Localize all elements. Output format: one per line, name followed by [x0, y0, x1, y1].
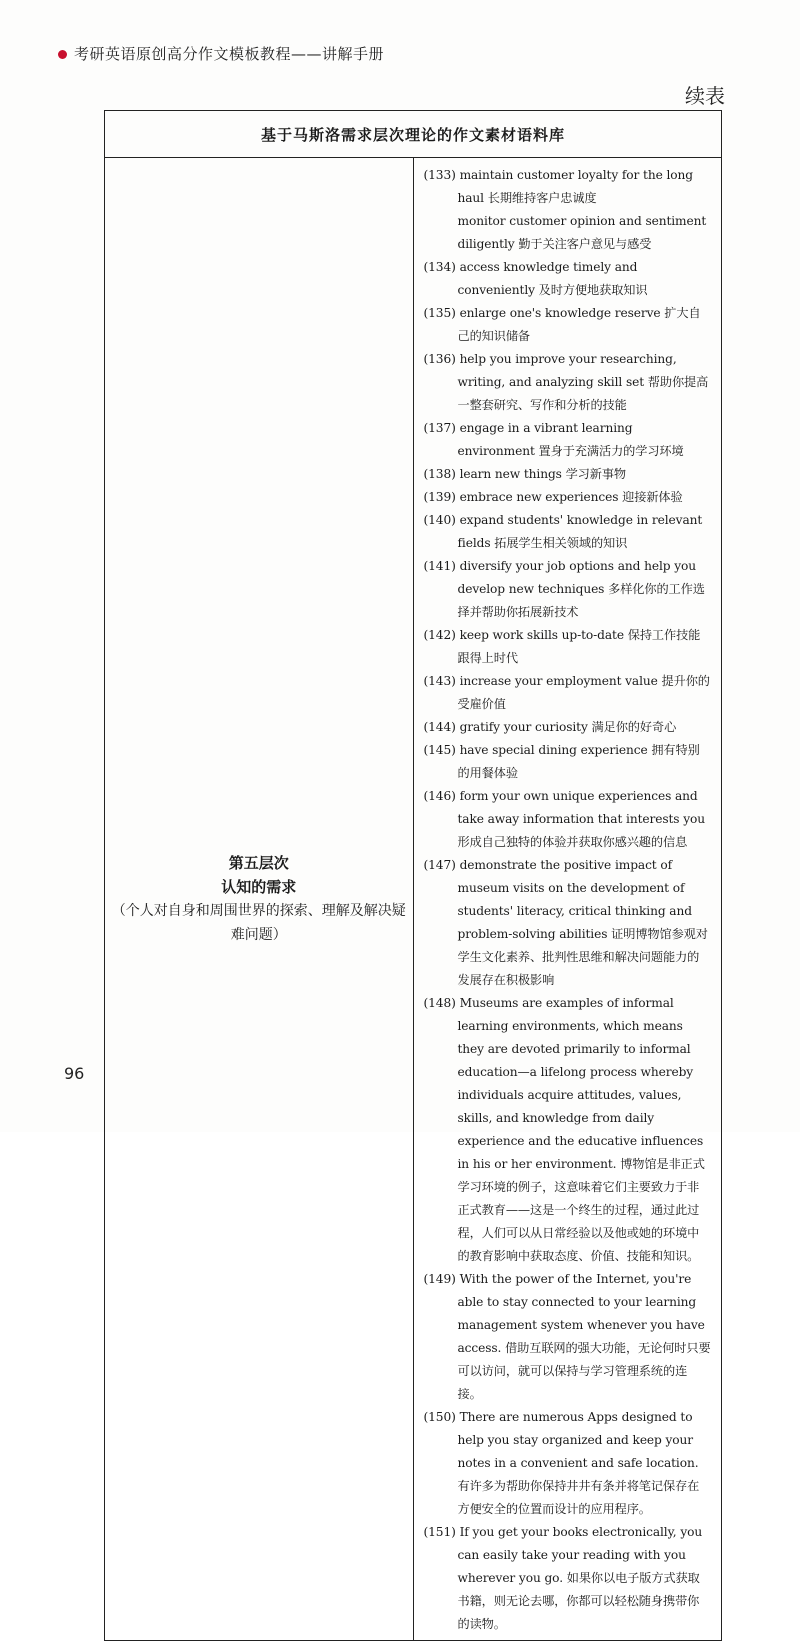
entry-number: (144)	[423, 720, 456, 734]
entry-number: (151)	[423, 1525, 456, 1539]
category-note: （个人对自身和周围世界的探索、理解及解决疑难问题）	[111, 903, 406, 943]
entry-number: (140)	[423, 513, 456, 527]
entry-text: diversify your job options and help you develop new techniques 多样化你的工作选择并帮助你拓展新技术	[457, 559, 705, 619]
list-item	[424, 854, 712, 992]
entry-number: (138)	[423, 467, 456, 481]
table-caption: 基于马斯洛需求层次理论的作文素材语料库	[105, 111, 722, 158]
category-cell	[105, 158, 414, 1641]
entry-number: (148)	[423, 996, 456, 1010]
continued-label: 续表	[685, 84, 725, 108]
list-item	[424, 785, 712, 854]
entry-number: (139)	[423, 490, 456, 504]
corpus-table	[104, 110, 722, 1641]
list-item	[424, 417, 712, 463]
entry-number: (147)	[423, 858, 456, 872]
entry-text: There are numerous Apps designed to help you stay organized and keep your notes in a convenient and safe location. 有许多为帮助你保持井井有条并将笔记保存在方便安全的位置而设计的应用程序。	[457, 1410, 700, 1516]
list-item	[424, 1268, 712, 1406]
entry-number: (146)	[423, 789, 456, 803]
list-item	[424, 463, 712, 486]
entry-text: gratify your curiosity 满足你的好奇心	[459, 720, 677, 734]
page-number: 96	[64, 1064, 85, 1083]
entry-number: (136)	[423, 352, 456, 366]
entry-number: (137)	[423, 421, 456, 435]
entry-number: (135)	[423, 306, 456, 320]
entries-cell	[413, 158, 722, 1641]
entry-number: (143)	[423, 674, 456, 688]
entry-text: monitor customer opinion and sentiment diligently 勤于关注客户意见与感受	[457, 214, 707, 251]
header-bullet-icon	[58, 50, 67, 59]
list-item	[424, 555, 712, 624]
category-level: 第五层次	[228, 854, 289, 872]
list-item	[424, 624, 712, 670]
list-item	[424, 256, 712, 302]
entry-text: learn new things 学习新事物	[459, 467, 627, 481]
entry-number: (134)	[423, 260, 456, 274]
entry-text: expand students' knowledge in relevant fields 拓展学生相关领域的知识	[457, 513, 703, 550]
entry-list	[424, 164, 712, 1636]
entry-number: (150)	[423, 1410, 456, 1424]
entry-text: form your own unique experiences and take away information that interests you 形成自己独特的体验并获取你感兴趣的信息	[457, 789, 705, 849]
entry-number: (133)	[423, 168, 456, 182]
entry-text: access knowledge timely and conveniently 及时方便地获取知识	[457, 260, 648, 297]
list-item	[424, 1406, 712, 1521]
entry-number: (142)	[423, 628, 456, 642]
entry-text: Museums are examples of informal learning environments, which means they are devoted primarily to informal education—a lifelong process whereby individuals acquire attitudes, values, skills, and knowledge from daily experience and the educative influences in his or her environment. 博物馆是非正式学习环境的例子，这意味着它们主要致力于非正式教育——这是一个终生的过程，通过此过程，人们可以从日常经验以及他或她的环境中的教育影响中获取态度、价值、技能和知识。	[457, 996, 705, 1263]
list-item	[424, 486, 712, 509]
entry-text: With the power of the Internet, you're able to stay connected to your learning management system whenever you have access. 借助互联网的强大功能，无论何时只要可以访问，就可以保持与学习管理系统的连接。	[457, 1272, 711, 1401]
list-item	[424, 1521, 712, 1636]
entry-text: keep work skills up-to-date 保持工作技能跟得上时代	[457, 628, 701, 665]
entry-text: engage in a vibrant learning environment 置身于充满活力的学习环境	[457, 421, 684, 458]
entry-number: (149)	[423, 1272, 456, 1286]
list-item	[424, 348, 712, 417]
list-item	[424, 302, 712, 348]
entry-text: help you improve your researching, writing, and analyzing skill set 帮助你提高一整套研究、写作和分析的技能	[457, 352, 709, 412]
list-item	[424, 164, 712, 210]
entry-number: (141)	[423, 559, 456, 573]
entry-number: (145)	[423, 743, 456, 757]
list-item	[424, 210, 712, 256]
entry-text: enlarge one's knowledge reserve 扩大自己的知识储备	[457, 306, 701, 343]
list-item	[424, 739, 712, 785]
category-name: 认知的需求	[221, 878, 297, 896]
entry-text: increase your employment value 提升你的受雇价值	[457, 674, 710, 711]
list-item	[424, 670, 712, 716]
list-item	[424, 716, 712, 739]
list-item	[424, 509, 712, 555]
entry-text: embrace new experiences 迎接新体验	[459, 490, 683, 504]
list-item	[424, 992, 712, 1268]
entry-text: If you get your books electronically, you can easily take your reading with you wherever you go. 如果你以电子版方式获取书籍，则无论去哪，你都可以轻松随身携带你的读物。	[457, 1525, 703, 1631]
entry-text: maintain customer loyalty for the long haul 长期维持客户忠诚度	[457, 168, 693, 205]
entry-text: have special dining experience 拥有特别的用餐体验	[457, 743, 700, 780]
entry-text: demonstrate the positive impact of museum visits on the development of students' literacy, critical thinking and problem-solving abilities 证明博物馆参观对学生文化素养、批判性思维和解决问题能力的发展存在积极影响	[457, 858, 708, 987]
running-header: 考研英语原创高分作文模板教程——讲解手册	[74, 45, 385, 63]
